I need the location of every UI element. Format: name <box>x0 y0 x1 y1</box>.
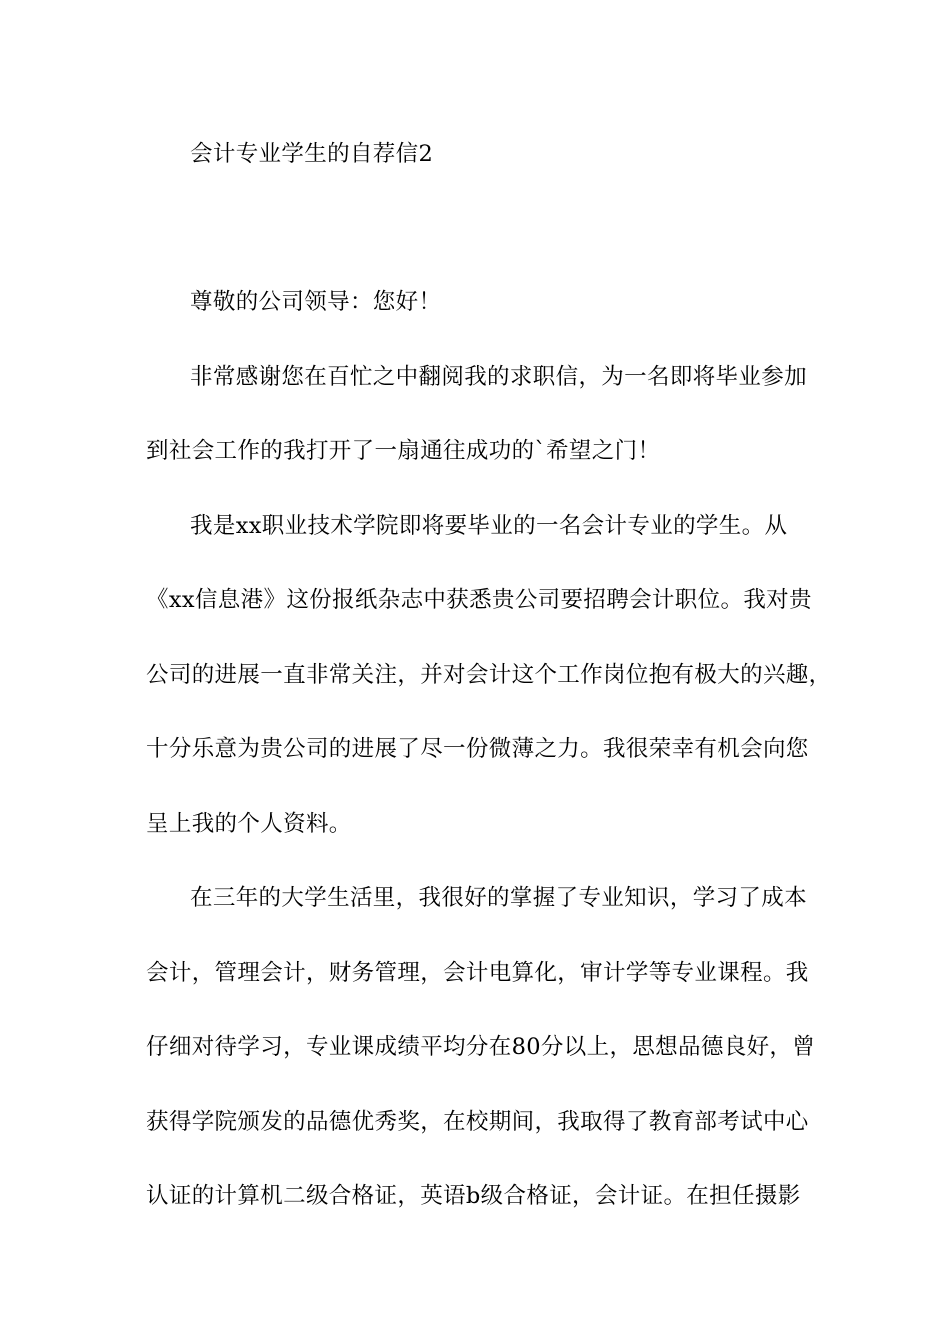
paragraph-3-line-5: 认证的计算机二级合格证，英语b级合格证，会计证。在担任摄影 <box>146 1183 801 1209</box>
paragraph-2-line-1: 我是xx职业技术学院即将要毕业的一名会计专业的学生。从 <box>190 513 788 539</box>
paragraph-3-line-1: 在三年的大学生活里，我很好的掌握了专业知识，学习了成本 <box>190 885 807 911</box>
paragraph-1-line-2: 到社会工作的我打开了一扇通往成功的`希望之门！ <box>146 438 661 464</box>
paragraph-2-line-2: 《xx信息港》这份报纸杂志中获悉贵公司要招聘会计职位。我对贵 <box>146 587 812 613</box>
paragraph-3-line-3: 仔细对待学习，专业课成绩平均分在80分以上，思想品德良好，曾 <box>146 1034 816 1060</box>
document-title: 会计专业学生的自荐信2 <box>190 141 434 167</box>
paragraph-1-line-1: 非常感谢您在百忙之中翻阅我的求职信，为一名即将毕业参加 <box>190 364 807 390</box>
greeting-line: 尊敬的公司领导：您好！ <box>190 289 442 315</box>
paragraph-3-line-2: 会计，管理会计，财务管理，会计电算化，审计学等专业课程。我 <box>146 960 809 986</box>
paragraph-3-line-4: 获得学院颁发的品德优秀奖，在校期间，我取得了教育部考试中心 <box>146 1109 809 1135</box>
paragraph-2-line-3: 公司的进展一直非常关注，并对会计这个工作岗位抱有极大的兴趣， <box>146 662 832 688</box>
paragraph-2-line-4: 十分乐意为贵公司的进展了尽一份微薄之力。我很荣幸有机会向您 <box>146 736 809 762</box>
paragraph-2-line-5: 呈上我的个人资料。 <box>146 811 352 837</box>
